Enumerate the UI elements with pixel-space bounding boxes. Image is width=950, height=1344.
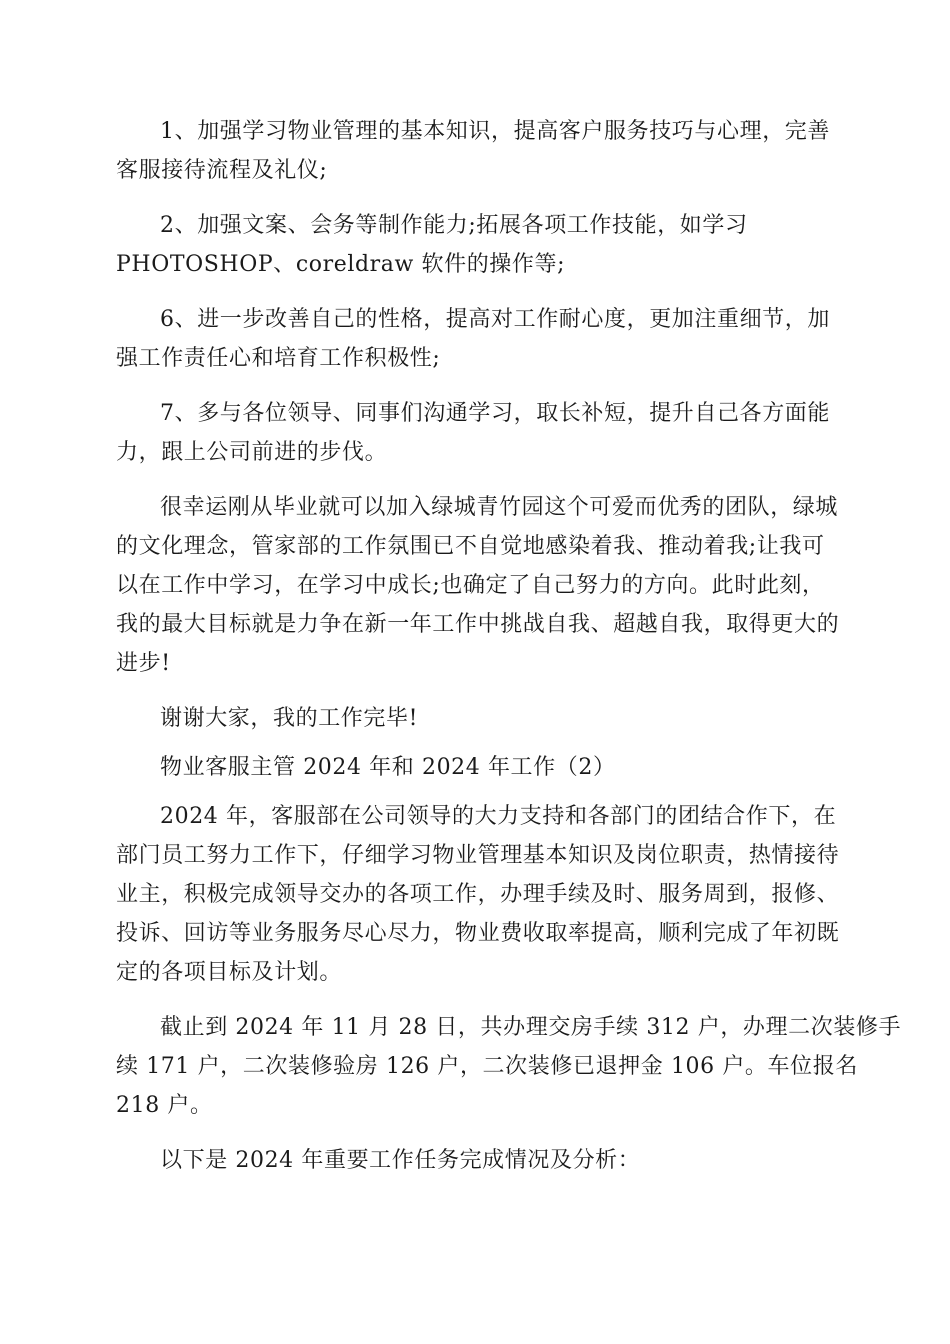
paragraph-analysis-intro bbox=[116, 1141, 836, 1180]
paragraph-statistics bbox=[116, 1008, 902, 1125]
section-heading bbox=[116, 748, 836, 787]
text-line: 物业客服主管 2024 年和 2024 年工作（2） bbox=[160, 755, 616, 780]
text-line: 的文化理念，管家部的工作氛围已不自觉地感染着我、推动着我;让我可 bbox=[116, 534, 825, 559]
text-line: 1、加强学习物业管理的基本知识，提高客户服务技巧与心理，完善 bbox=[160, 119, 830, 144]
text-line: 6、进一步改善自己的性格，提高对工作耐心度，更加注重细节，加 bbox=[160, 307, 830, 332]
paragraph-item-6 bbox=[116, 300, 836, 378]
paragraph-item-7 bbox=[116, 394, 836, 472]
paragraph-closing bbox=[116, 699, 836, 738]
text-line: 很幸运刚从毕业就可以加入绿城青竹园这个可爱而优秀的团队，绿城 bbox=[160, 495, 839, 520]
paragraph-item-1 bbox=[116, 112, 836, 190]
text-line: PHOTOSHOP、coreldraw 软件的操作等; bbox=[116, 252, 566, 277]
text-line: 投诉、回访等业务服务尽心尽力，物业费收取率提高，顺利完成了年初既 bbox=[116, 921, 840, 946]
text-line: 我的最大目标就是力争在新一年工作中挑战自我、超越自我，取得更大的 bbox=[116, 612, 840, 637]
text-line: 定的各项目标及计划。 bbox=[116, 960, 343, 985]
text-line: 218 户。 bbox=[116, 1093, 213, 1118]
text-line: 力，跟上公司前进的步伐。 bbox=[116, 440, 388, 465]
text-line: 7、多与各位领导、同事们沟通学习，取长补短，提升自己各方面能 bbox=[160, 401, 830, 426]
paragraph-reflection bbox=[116, 488, 840, 683]
text-line: 以下是 2024 年重要工作任务完成情况及分析： bbox=[160, 1148, 641, 1173]
paragraph-item-2 bbox=[116, 206, 836, 284]
text-line: 谢谢大家，我的工作完毕! bbox=[160, 706, 419, 731]
text-line: 强工作责任心和培育工作积极性; bbox=[116, 346, 441, 371]
paragraph-summary bbox=[116, 797, 840, 992]
text-line: 截止到 2024 年 11 月 28 日，共办理交房手续 312 户，办理二次装修手 bbox=[160, 1015, 902, 1040]
text-line: 2024 年，客服部在公司领导的大力支持和各部门的团结合作下，在 bbox=[160, 804, 837, 829]
document-body bbox=[116, 112, 902, 1196]
text-line: 以在工作中学习，在学习中成长;也确定了自己努力的方向。此时此刻， bbox=[116, 573, 825, 598]
text-line: 2、加强文案、会务等制作能力;拓展各项工作技能，如学习 bbox=[160, 213, 748, 238]
text-line: 业主，积极完成领导交办的各项工作，办理手续及时、服务周到，报修、 bbox=[116, 882, 840, 907]
text-line: 客服接待流程及礼仪; bbox=[116, 158, 328, 183]
text-line: 进步! bbox=[116, 651, 171, 676]
text-line: 续 171 户，二次装修验房 126 户，二次装修已退押金 106 户。车位报名 bbox=[116, 1054, 858, 1079]
text-line: 部门员工努力工作下，仔细学习物业管理基本知识及岗位职责，热情接待 bbox=[116, 843, 840, 868]
